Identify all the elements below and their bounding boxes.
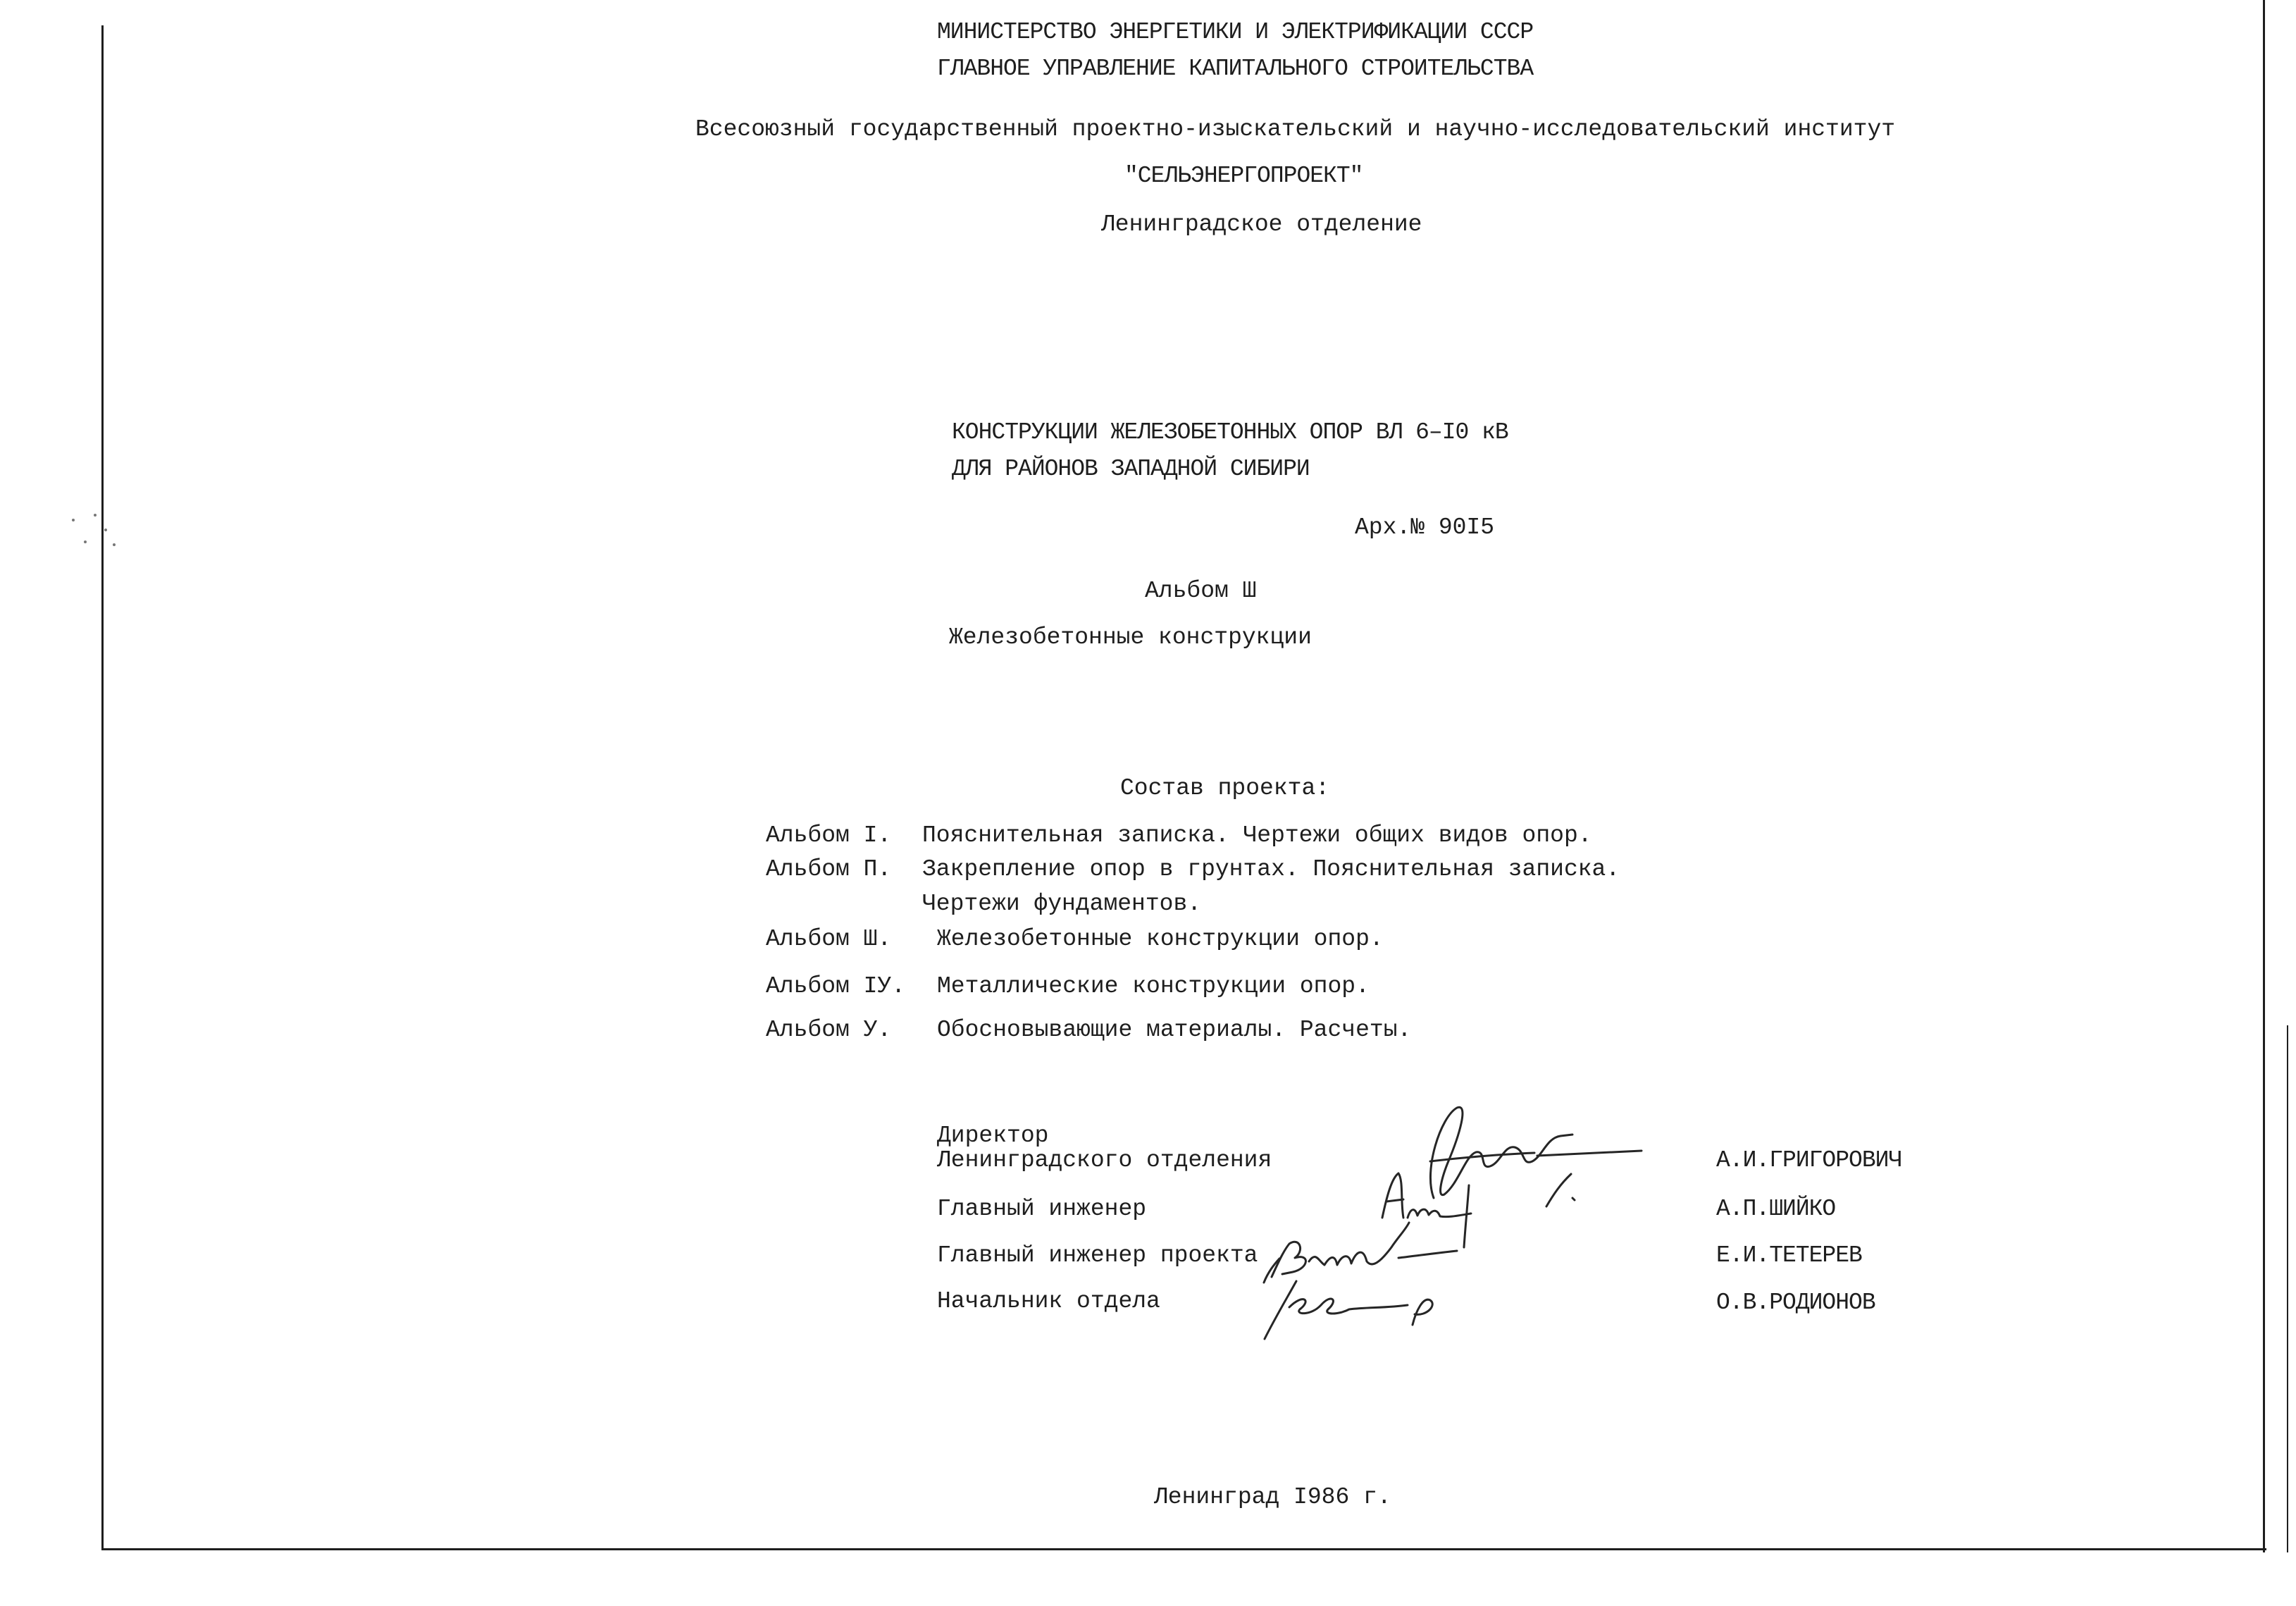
- album-label: Альбом П.: [766, 856, 892, 882]
- signatory-position: Главный инженер проекта: [937, 1242, 1258, 1268]
- album-description: Железобетонные конструкции опор.: [937, 926, 1384, 952]
- album-description-continued: Чертежи фундаментов.: [922, 891, 1202, 917]
- department-title: ГЛАВНОЕ УПРАВЛЕНИЕ КАПИТАЛЬНОГО СТРОИТЕЛЬСТВА: [937, 56, 1534, 82]
- frame-left-border: [101, 25, 104, 1550]
- signature-director: [1430, 1107, 1642, 1206]
- album-subject: Железобетонные конструкции: [949, 624, 1312, 650]
- signature-head-of-department: [1265, 1281, 1432, 1339]
- frame-bottom-border: [101, 1548, 2266, 1550]
- album-number: Альбом Ш: [1145, 578, 1257, 604]
- signatory-position: Директор: [937, 1123, 1049, 1149]
- ministry-title: МИНИСТЕРСТВО ЭНЕРГЕТИКИ И ЭЛЕКТРИФИКАЦИИ СССР: [937, 19, 1534, 45]
- frame-far-right-line: [2287, 1025, 2288, 1552]
- institute-description: Всесоюзный государственный проектно-изыскательский и научно-исследовательский институт: [695, 116, 1896, 142]
- signatory-position: Начальник отдела: [937, 1288, 1160, 1314]
- scan-specks: [72, 514, 116, 546]
- album-label: Альбом I.: [766, 822, 892, 848]
- album-description: Закрепление опор в грунтах. Пояснительная записка.: [922, 856, 1620, 882]
- place-and-year: Ленинград I986 г.: [1154, 1484, 1391, 1510]
- signature-chief-engineer: [1382, 1173, 1471, 1247]
- album-label: Альбом Ш.: [766, 926, 892, 952]
- signatory-name: Е.И.ТЕТЕРЕВ: [1716, 1242, 1862, 1268]
- contents-heading: Состав проекта:: [1120, 775, 1330, 801]
- album-description: Обосновывающие материалы. Расчеты.: [937, 1017, 1412, 1043]
- document-title-line-1: КОНСТРУКЦИИ ЖЕЛЕЗОБЕТОННЫХ ОПОР ВЛ 6–I0 кВ: [952, 419, 1508, 445]
- album-label: Альбом У.: [766, 1017, 892, 1043]
- album-description: Пояснительная записка. Чертежи общих видов опор.: [922, 822, 1592, 848]
- archive-number: Арх.№ 90I5: [1355, 514, 1495, 541]
- signatory-position: Главный инженер: [937, 1196, 1147, 1222]
- document-title-line-2: ДЛЯ РАЙОНОВ ЗАПАДНОЙ СИБИРИ: [952, 456, 1310, 482]
- album-label: Альбом IУ.: [766, 973, 906, 999]
- signatory-position-continued: Ленинградского отделения: [937, 1147, 1272, 1173]
- frame-right-border: [2263, 0, 2265, 1552]
- album-description: Металлические конструкции опор.: [937, 973, 1370, 999]
- signatory-name: А.И.ГРИГОРОВИЧ: [1716, 1147, 1902, 1173]
- signatory-name: О.В.РОДИОНОВ: [1716, 1290, 1875, 1316]
- institute-name: "СЕЛЬЭНЕРГОПРОЕКТ": [1124, 163, 1363, 189]
- signature-chief-project-engineer: [1264, 1223, 1457, 1283]
- signatory-name: А.П.ШИЙКО: [1716, 1196, 1836, 1222]
- branch-name: Ленинградское отделение: [1101, 211, 1422, 237]
